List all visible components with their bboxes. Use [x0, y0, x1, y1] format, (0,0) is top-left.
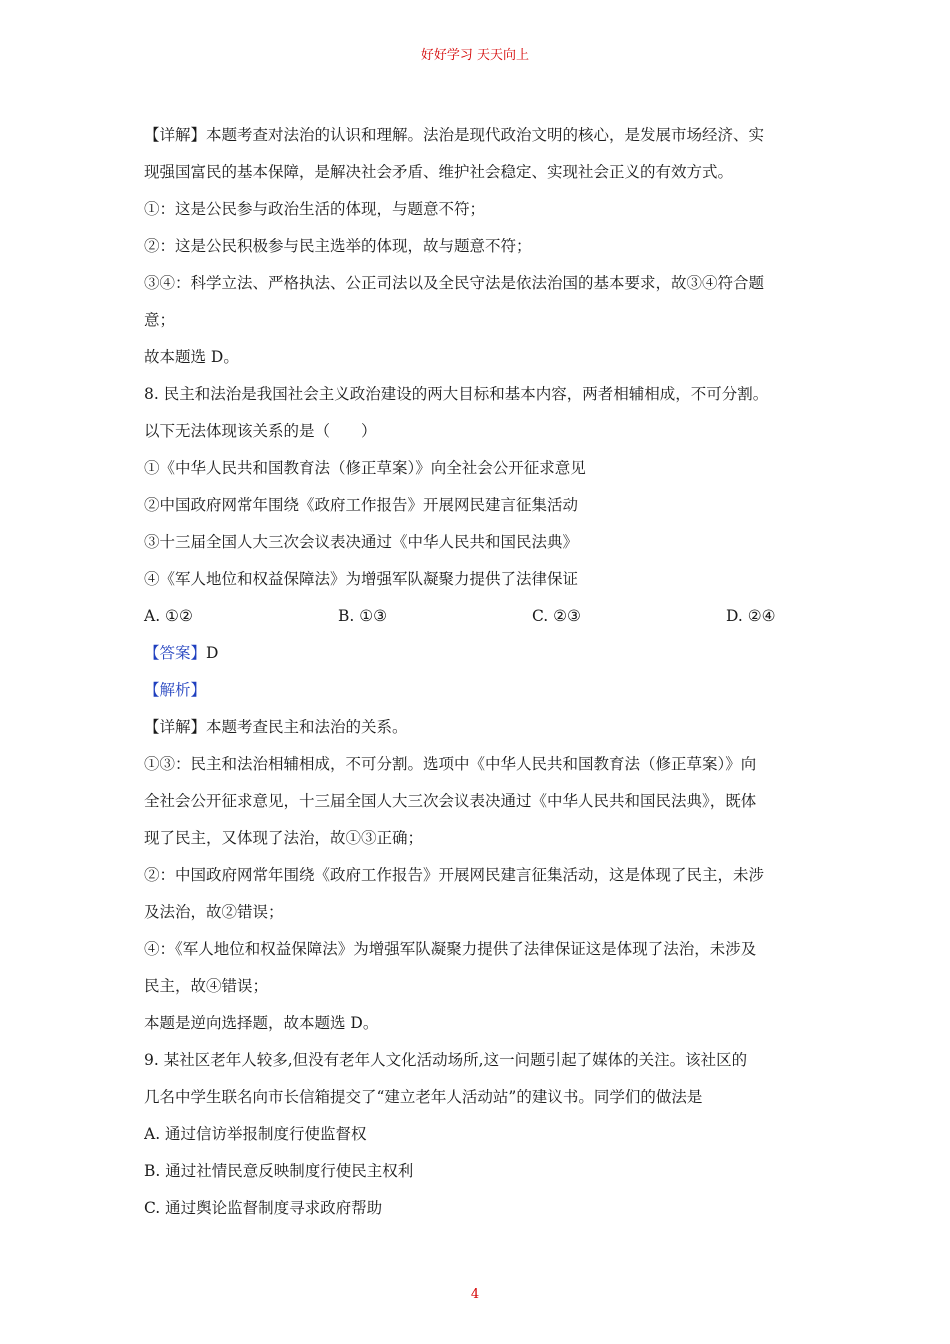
question-8-options [144, 598, 814, 635]
text-line: ①③：民主和法治相辅相成，不可分割。选项中《中华人民共和国教育法（修正草案）》向 [144, 755, 757, 773]
question-8-item-3: ③十三届全国人大三次会议表决通过《中华人民共和国民法典》 [144, 533, 579, 551]
question-9-option-c: C. 通过舆论监督制度寻求政府帮助 [144, 1199, 383, 1217]
text-line: ②：这是公民积极参与民主选举的体现，故与题意不符； [144, 237, 532, 255]
text-line: 【详解】本题考查对法治的认识和理解。法治是现代政治文明的核心，是发展市场经济、实 [144, 126, 765, 144]
option-c: C. ②③ [532, 607, 581, 625]
option-b: B. ①③ [338, 607, 388, 625]
text-line: 全社会公开征求意见，十三届全国人大三次会议表决通过《中华人民共和国民法典》，既体 [144, 792, 757, 810]
question-9-option-b: B. 通过社情民意反映制度行使民主权利 [144, 1162, 414, 1180]
text-line: ④：《军人地位和权益保障法》为增强军队凝聚力提供了法律保证这是体现了法治，未涉及 [144, 940, 757, 958]
question-8-item-4: ④《军人地位和权益保障法》为增强军队凝聚力提供了法律保证 [144, 570, 579, 588]
page-header: 好好学习 天天向上 [420, 48, 530, 63]
text-line: ①：这是公民参与政治生活的体现，与题意不符； [144, 200, 486, 218]
option-d: D. ②④ [726, 607, 776, 625]
text-line: 故本题选 D。 [144, 348, 239, 366]
text-line: ②：中国政府网常年围绕《政府工作报告》开展网民建言征集活动，这是体现了民主，未涉 [144, 866, 765, 884]
answer-value: D [206, 644, 219, 662]
text-line: 民主，故④错误； [144, 977, 269, 995]
question-8-stem: 8. 民主和法治是我国社会主义政治建设的两大目标和基本内容，两者相辅相成，不可分割。 [144, 385, 769, 403]
document-body [144, 117, 814, 1227]
option-a: A. ①② [144, 607, 193, 625]
text-line: 现强国富民的基本保障，是解决社会矛盾、维护社会稳定、实现社会正义的有效方式。 [144, 163, 734, 181]
text-line: 及法治，故②错误； [144, 903, 284, 921]
text-line: ③④：科学立法、严格执法、公正司法以及全民守法是依法治国的基本要求，故③④符合题 [144, 274, 765, 292]
question-9-stem: 9. 某社区老年人较多,但没有老年人文化活动场所,这一问题引起了媒体的关注。该社区的 [144, 1051, 748, 1069]
question-8-item-2: ②中国政府网常年围绕《政府工作报告》开展网民建言征集活动 [144, 496, 579, 514]
text-line: 本题是逆向选择题，故本题选 D。 [144, 1014, 379, 1032]
text-line: 现了民主，又体现了法治，故①③正确； [144, 829, 424, 847]
question-9-option-a: A. 通过信访举报制度行使监督权 [144, 1125, 367, 1143]
answer-line [144, 635, 814, 672]
answer-tag: 【答案】 [144, 644, 207, 662]
page-number: 4 [470, 1287, 480, 1302]
question-9-stem-cont: 几名中学生联名向市长信箱提交了“建立老年人活动站”的建议书。同学们的做法是 [144, 1088, 703, 1106]
question-8-item-1: ①《中华人民共和国教育法（修正草案）》向全社会公开征求意见 [144, 459, 586, 477]
question-8-stem-cont: 以下无法体现该关系的是（ ） [144, 422, 377, 440]
text-line: 【详解】本题考查民主和法治的关系。 [144, 718, 408, 736]
analysis-tag: 【解析】 [144, 681, 207, 699]
text-line: 意； [144, 311, 176, 329]
